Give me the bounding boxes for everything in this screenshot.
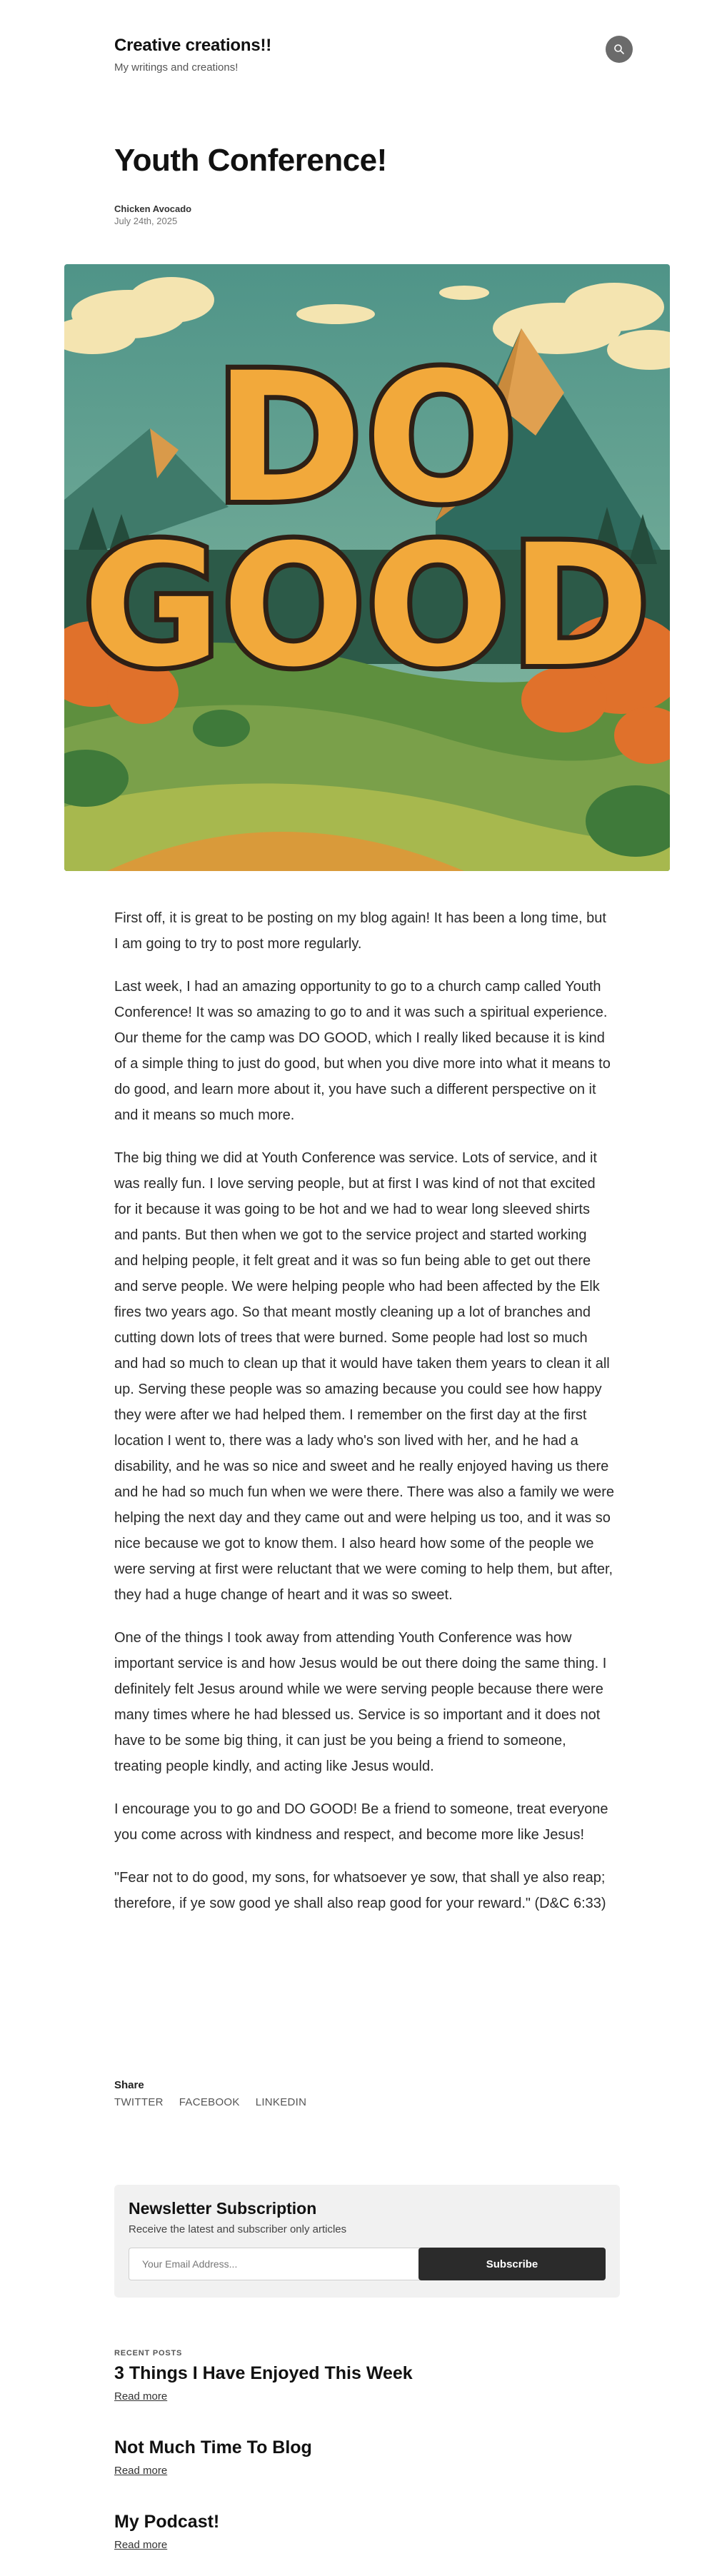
featured-image: [64, 264, 670, 871]
recent-post-title[interactable]: Not Much Time To Blog: [114, 2437, 312, 2457]
subscribe-button[interactable]: Subscribe: [418, 2248, 606, 2280]
post-date: July 24th, 2025: [114, 216, 178, 226]
read-more-link[interactable]: Read more: [114, 2390, 168, 2403]
paragraph: I encourage you to go and DO GOOD! Be a friend to someone, treat everyone you come across with kindness and respect, and become more like Jesus!: [114, 1801, 608, 1843]
site-title[interactable]: Creative creations!!: [114, 36, 272, 55]
read-more-link[interactable]: Read more: [114, 2539, 168, 2551]
search-icon: [613, 44, 625, 55]
newsletter-title: Newsletter Subscription: [129, 2199, 317, 2218]
newsletter-box: [114, 2185, 620, 2298]
share-linkedin-link[interactable]: LINKEDIN: [255, 2096, 307, 2108]
site-tagline: My writings and creations!: [114, 61, 239, 74]
paragraph: First off, it is great to be posting on my blog again! It has been a long time, but I am going to try to post more regularly.: [114, 910, 606, 952]
paragraph: The big thing we did at Youth Conference was service. Lots of service, and it was really fun. I love serving people, but at first I was kind of not that excited for it because it was going to be hot and we had to wear long sleeved shirts and pants. But then when we got to the service project and started working and helping people, it felt great and it was so fun being able to get out there and serve people. We were helping people who had been affected by the Elk fires two years ago. So that meant mostly cleaning up a lot of branches and cutting down lots of trees that were burned. Some people had lost so much and had so much to clean up that it would have taken them years to clean it all up. Serving these people was so amazing because you could see how happy they were after we had helped them. I remember on the first day at the first location I went to, there was a lady who's son lived with her, and he had a disability, and he was so nice and sweet and he really enjoyed having us there and he had so much fun when we were there. There was also a family we were helping the next day and they came out and were helping us too, and it was so nice because we got to know them. I also heard how some of the people we were serving at first were reluctant that we were coming to help them, but after, they had a huge change of heart and it was so sweet.: [114, 1150, 614, 1603]
recent-post-title[interactable]: 3 Things I Have Enjoyed This Week: [114, 2363, 413, 2383]
paragraph: "Fear not to do good, my sons, for whatsoever ye sow, that shall ye also reap; therefore, if ye sow good ye shall also reap good for your reward." (D&C 6:33): [114, 1870, 606, 1911]
post-author[interactable]: Chicken Avocado: [114, 203, 192, 214]
share-label: Share: [114, 2079, 144, 2091]
share-facebook-link[interactable]: FACEBOOK: [179, 2096, 240, 2108]
recent-posts-label: RECENT POSTS: [114, 2349, 183, 2358]
recent-post-title[interactable]: My Podcast!: [114, 2512, 220, 2532]
share-links: [114, 2096, 306, 2108]
post-title: Youth Conference!: [114, 143, 387, 178]
newsletter-subtitle: Receive the latest and subscriber only articles: [129, 2223, 347, 2235]
hero-text-line2: GOOD: [83, 509, 651, 704]
share-twitter-link[interactable]: TWITTER: [114, 2096, 164, 2108]
post-content: [114, 905, 614, 1933]
hero-text-line1: DO: [214, 334, 521, 542]
search-button[interactable]: [606, 36, 633, 63]
site-header: [0, 0, 727, 93]
read-more-link[interactable]: Read more: [114, 2465, 168, 2477]
paragraph: One of the things I took away from attending Youth Conference was how important service is and how Jesus would be out there doing the same thing. I definitely felt Jesus around while we were serving people because there were many times where he had blessed us. Service is so important and it does not have to be some big thing, it can just be you being a friend to someone, treating people kindly, and acting like Jesus would.: [114, 1630, 607, 1774]
paragraph: Last week, I had an amazing opportunity to go to a church camp called Youth Conference! It was so amazing to go to and it was such a spiritual experience. Our theme for the camp was DO GOOD, which I really liked because it is kind of a simple thing to just do good, but when you dive more into what it means to do good, and learn more about it, you have such a different perspective on it and it means so much more.: [114, 979, 611, 1123]
email-input[interactable]: [129, 2248, 420, 2280]
